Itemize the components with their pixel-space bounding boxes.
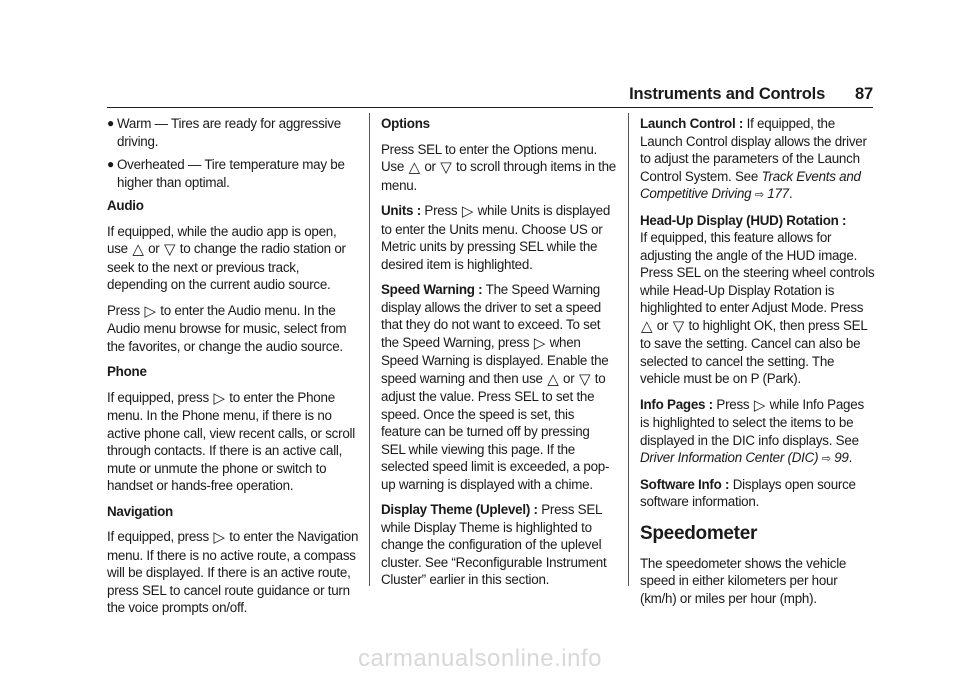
right-arrow-icon: ▷ <box>213 528 225 546</box>
column-divider <box>628 113 629 586</box>
units-label: Units : <box>381 203 421 218</box>
phone-heading: Phone <box>107 364 147 379</box>
down-arrow-icon: ▽ <box>672 316 684 335</box>
page-reference-icon: ⇨ <box>821 452 831 465</box>
header-rule <box>107 107 873 108</box>
watermark: carmanualsonline.info <box>358 645 602 672</box>
right-arrow-icon: ▷ <box>753 395 766 414</box>
cross-reference-link[interactable]: Driver Information Center (DIC) <box>640 450 819 465</box>
right-arrow-icon: ▷ <box>213 388 225 407</box>
down-arrow-icon: ▽ <box>578 369 591 388</box>
units-paragraph: Units : Press ▷ while Units is displayed to enter the Units menu. Choose US or Metric units by pressing SEL while the desired item is highlighted. <box>381 202 611 272</box>
up-arrow-icon: △ <box>408 158 420 176</box>
page-number: 87 <box>855 84 873 103</box>
display-theme-label: Display Theme (Uplevel) : <box>381 502 538 517</box>
audio-paragraph: Press ▷ to enter the Audio menu. In the Audio menu browse for music, select from the favorites, or change the audio source. <box>107 301 347 354</box>
column-3 <box>640 115 876 615</box>
page-header <box>629 82 873 106</box>
navigation-heading: Navigation <box>107 503 173 519</box>
column-2 <box>381 115 617 597</box>
options-paragraph: Press SEL to enter the Options menu. Use △ or ▽ to scroll through items in the menu. <box>381 141 616 193</box>
bullet-item: ● Overheated — Tire temperature may be higher than optimal. <box>107 157 345 190</box>
page-reference[interactable]: 99 <box>834 450 849 465</box>
launch-control-paragraph: Launch Control : If equipped, the Launch Control display allows the driver to adjust the parameters of the Launch Control System. See Track Events and Competitive Driving ⇨ 177. <box>640 116 867 201</box>
info-pages-paragraph: Info Pages : Press ▷ while Info Pages is highlighted to select the items to be displayed in the DIC info displays. See Driver Information Center (DIC) ⇨ 99. <box>640 395 864 465</box>
page-reference[interactable]: 177 <box>767 186 789 201</box>
navigation-paragraph: If equipped, press ▷ to enter the Navigation menu. If there is no active route, a compass will be displayed. If there is an active route, press SEL to cancel route guidance or turn the voice prompts on/off. <box>107 528 359 615</box>
right-arrow-icon: ▷ <box>533 333 546 352</box>
phone-paragraph: If equipped, press ▷ to enter the Phone menu. In the Phone menu, if there is no active phone call, view recent calls, or scroll through contacts. If there is an active call, mute or unmute the phone or switch to handset or hands-free operation. <box>107 388 355 493</box>
audio-heading: Audio <box>107 198 144 213</box>
bullet-icon: ● <box>107 116 114 130</box>
speedometer-heading: Speedometer <box>640 522 758 544</box>
down-arrow-icon: ▽ <box>440 158 452 176</box>
audio-paragraph: If equipped, while the audio app is open, use △ or ▽ to change the radio station or seek to the next or previous track, depending on the current audio source. <box>107 223 346 292</box>
column-divider <box>369 113 370 586</box>
hud-label: Head-Up Display (HUD) Rotation : <box>640 212 847 228</box>
cross-reference-link[interactable]: Track Events and Competitive Driving <box>640 168 861 201</box>
display-theme-paragraph: Display Theme (Uplevel) : Press SEL while Display Theme is highlighted to change the configuration of the uplevel cluster. See “Reconfigurable Instrument Cluster” earlier in this section. <box>381 502 607 587</box>
options-heading: Options <box>381 116 430 131</box>
page-reference-icon: ⇨ <box>754 188 764 201</box>
right-arrow-icon: ▷ <box>144 301 156 320</box>
launch-control-label: Launch Control : <box>640 116 744 131</box>
bullet-icon: ● <box>107 157 114 171</box>
up-arrow-icon: △ <box>547 369 559 388</box>
info-pages-label: Info Pages : <box>640 396 713 412</box>
software-info-label: Software Info : <box>640 476 730 492</box>
software-info-paragraph: Software Info : Displays open source software information. <box>640 476 856 509</box>
down-arrow-icon: ▽ <box>164 240 176 258</box>
speed-warning-paragraph: Speed Warning : The Speed Warning display allows the driver to set a speed that they do not want to exceed. To set the Speed Warning, press ▷ when Speed Warning is displayed. Enable the speed warning and then use △ or ▽ to adjust the value. Press SEL to set the speed. Once the speed is set, this feature can be turned off by pressing SEL while viewing this page. If the selected speed limit is exceeded, a pop-up warning is displayed with a chime. <box>381 282 610 492</box>
column-1 <box>107 115 359 625</box>
up-arrow-icon: △ <box>132 240 144 258</box>
bullet-item: ● Warm — Tires are ready for aggressive driving. <box>107 116 341 149</box>
right-arrow-icon: ▷ <box>461 202 474 220</box>
hud-paragraph: Head-Up Display (HUD) Rotation : If equipped, this feature allows for adjusting the angle of the HUD image. Press SEL on the steering wheel controls while Head-Up Display Rotation is highlighted to enter Adjust Mode. Press △ or ▽ to highlight OK, then press SEL to save the setting. Cancel can also be selected to cancel the setting. The vehicle must be on P (Park). <box>640 212 875 386</box>
up-arrow-icon: △ <box>641 316 653 335</box>
section-title: Instruments and Controls <box>629 84 826 103</box>
speed-warning-label: Speed Warning : <box>381 282 483 297</box>
speedometer-paragraph: The speedometer shows the vehicle speed in either kilometers per hour (km/h) or miles per hour (mph). <box>640 555 847 606</box>
